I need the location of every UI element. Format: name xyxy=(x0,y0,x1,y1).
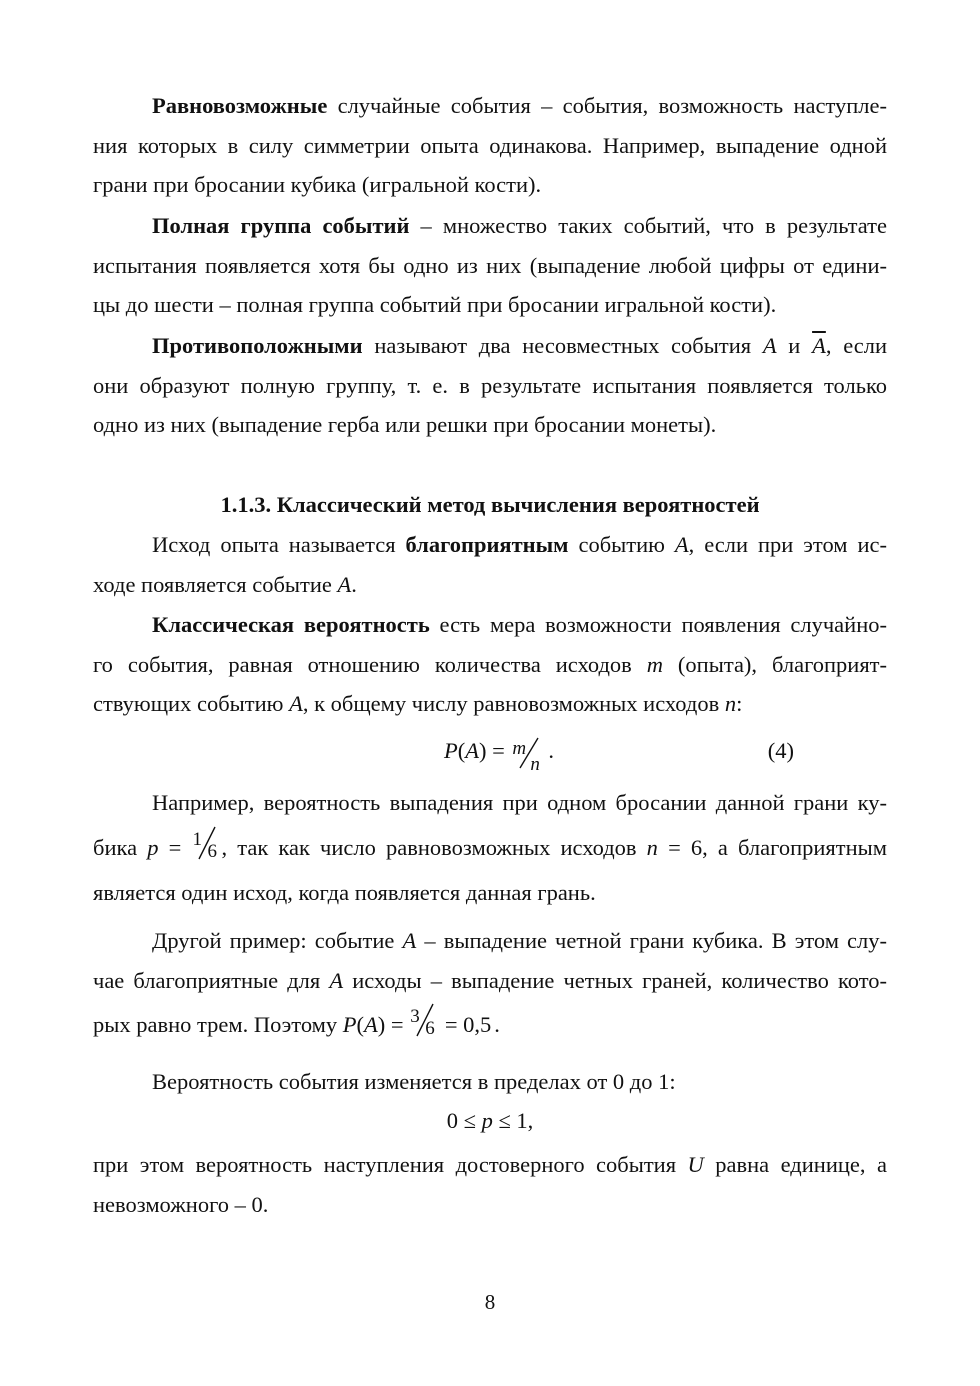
term-opposite: Противоположными xyxy=(152,333,363,358)
paragraph-classical-probability: Классическая вероятность есть мера возможности появления случайно- го события, равная отношению количества исходов m (опыта), благоприят- ствующих событию A, к общему числу равновозможных исходов n: xyxy=(93,612,888,716)
fraction-three-sixths: 3 6 xyxy=(409,1002,439,1038)
paragraph-example-dice: Например, вероятность выпадения при одном бросании данной грани ку- бика p = 1 6 , так как число равновозможных исходов n = 6, а благоприятным является один исход, когда появляется данная грань. xyxy=(93,790,887,905)
equation-number: (4) xyxy=(767,738,794,763)
fraction-one-sixth: 1 6 xyxy=(191,825,221,861)
term-full-group: Полная группа событий xyxy=(152,213,410,238)
paragraph-certain-event: при этом вероятность наступления достоверного события U равна единице, а невозможного – 0. xyxy=(93,1152,887,1217)
paragraph-favorable: Исход опыта называется благоприятным событию A, если при этом ис- ходе появляется событие A. xyxy=(93,532,887,597)
paragraph-opposite: Противоположными называют два несовместных события A и $\overline{A}$, если они образуют полную группу, т. е. в результате испытания появляется только одно из них (выпадение герба или решки при бросании монеты). xyxy=(93,333,888,437)
page-number: 8 xyxy=(484,1290,496,1314)
event-a-complement: $\overline{A}$ xyxy=(812,333,826,358)
paragraph-equiprobable: Равновозможные случайные события – события, возможность наступле- ния которых в силу симметрии опыта одинакова. Например, выпадение одной грани при бросании кубика (игральной кости). xyxy=(93,93,887,197)
inequality: 0 ≤ p ≤ 1, xyxy=(446,1108,534,1133)
paragraph-example-even: Другой пример: событие A – выпадение четной грани кубика. В этом слу- чае благоприятные для A исходы – выпадение четных граней, количество кото- рых равно трем. Поэтому P(A) = 3 6 = 0,5 . xyxy=(93,928,888,1039)
formula-4: P(A) = m n . (4) xyxy=(93,734,887,770)
term-classical-probability: Классическая вероятность xyxy=(152,612,430,637)
paragraph-full-group: Полная группа событий – множество таких событий, что в результате испытания появляется хотя бы одно из них (выпадение любой цифры от едини- цы до шести – полная группа событий при бросании игральной кости). xyxy=(93,213,887,317)
term-favorable: благоприятным xyxy=(405,532,569,557)
section-heading: 1.1.3. Классический метод вычисления вероятностей xyxy=(220,492,760,517)
fraction-m-over-n: m n xyxy=(510,736,544,770)
paragraph-probability-range: Вероятность события изменяется в пределах от 0 до 1: xyxy=(152,1069,676,1094)
term-equiprobable: Равновозможные xyxy=(152,93,328,118)
